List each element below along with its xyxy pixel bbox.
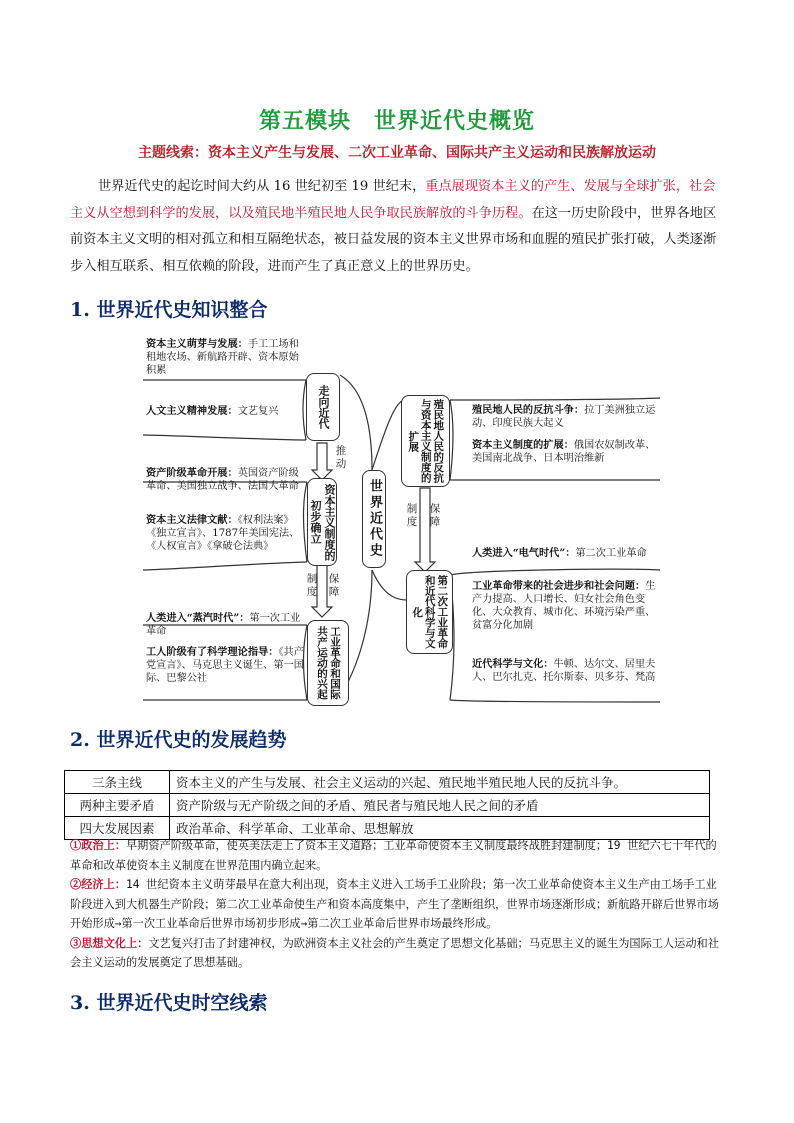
- table-row: [65, 771, 710, 794]
- leaf-steam-age: [146, 612, 306, 638]
- leaf-head: 人类进入“蒸汽时代”：: [146, 612, 250, 624]
- leaf-body: 拉丁美洲独立运动、印度民族大起义: [472, 405, 656, 429]
- leaf-head: 近代科学与文化：: [472, 658, 554, 670]
- leaf-body: 文艺复兴: [237, 406, 279, 417]
- note-lead: ①政治上：: [70, 839, 126, 852]
- leaf-capitalism-expansion: [472, 439, 660, 465]
- page-title: 第五模块 世界近代史概览: [258, 108, 535, 134]
- leaf-body: 俄国农奴制改革、美国南北战争、日本明治维新: [472, 440, 656, 464]
- leaf-body: 英国资产阶级革命、美国独立战争、法国大革命: [146, 468, 299, 492]
- node-capitalism-established: [307, 478, 337, 566]
- leaf-body: 《权利法案》《独立宣言》、1787年美国宪法、《人权宣言》《拿破仑法典》: [146, 515, 300, 552]
- link-label-push: 推动: [335, 445, 347, 470]
- leaf-science-culture: [472, 658, 660, 684]
- note-lead: ②经济上：: [70, 878, 126, 891]
- section2-heading: 2. 世界近代史的发展趋势: [70, 729, 287, 751]
- table-key: 三条主线: [65, 771, 170, 794]
- node-center: [362, 470, 386, 568]
- leaf-head: 工人阶级有了科学理论指导：: [146, 646, 279, 658]
- table-value: 资产阶级与无产阶级之间的矛盾、殖民者与殖民地人民之间的矛盾: [170, 794, 710, 817]
- note-politics: [70, 836, 722, 875]
- intro-highlight: 重点展现资本主义的产生、发展与全球扩张，社会主义从空想到科学的发展，以及殖民地半殖民地人民争取民族解放的斗争历程。: [70, 179, 716, 221]
- node-center-label: 世界近代史: [367, 479, 382, 559]
- leaf-head: 资本主义法律文献：: [146, 514, 238, 526]
- link-label-system-1: 制度: [306, 573, 318, 598]
- leaf-capitalism-sprouts: [146, 338, 306, 377]
- trends-table: [64, 770, 710, 840]
- trend-notes: [70, 836, 722, 973]
- node-industrial-communist-label: 工业革命和国际共产运动的兴起: [316, 626, 341, 700]
- leaf-head: 人类进入“电气时代”：: [472, 547, 576, 559]
- node-second-industrial-label: 第二次工业革命和近代科学与文化: [411, 575, 449, 649]
- table-value: 资本主义的产生与发展、社会主义运动的兴起、殖民地半殖民地人民的反抗斗争。: [170, 771, 710, 794]
- table-value: 政治革命、科学革命、工业革命、思想解放: [170, 817, 710, 840]
- section1-heading: 1. 世界近代史知识整合: [70, 299, 268, 321]
- leaf-bourgeois-revolutions: [146, 467, 306, 493]
- note-text: 文艺复兴打击了封建神权，为欧洲资本主义社会的产生奠定了思想文化基础；马克思主义的诞生为国际工人运动和社会主义运动的发展奠定了思想基础。: [70, 936, 719, 969]
- node-capitalism-established-label: 资本主义制度的初步确立: [309, 483, 336, 561]
- leaf-head: 资产阶级革命开展：: [146, 467, 238, 479]
- leaf-head: 人文主义精神发展：: [146, 405, 238, 417]
- note-text: 14 世纪资本主义萌芽最早在意大利出现，资本主义进入工场手工业阶段；第一次工业革命使资本主义生产由工场手工业阶段进入到大机器生产阶段；第二次工业革命使生产和资本高度集中，产生了垄断组织，世界市场逐渐形成；新航路开辟后世界市场开始形成→第一次工业革命后世界市场初步形成→第二次工业革命后世界市场最终形成。: [70, 878, 719, 930]
- leaf-body: 手工工场和租地农场、新航路开辟、资本原始积累: [146, 339, 299, 376]
- link-label-guarantee-1: 保障: [328, 573, 340, 598]
- note-economy: [70, 875, 722, 934]
- node-second-industrial: [406, 570, 453, 654]
- leaf-body: 第二次工业革命: [575, 548, 647, 559]
- leaf-head: 资本主义制度的扩展：: [472, 439, 574, 451]
- leaf-body: 牛顿、达尔文、居里夫人、巴尔扎克、托尔斯泰、贝多芬、梵高: [472, 659, 656, 683]
- node-toward-modern: [306, 373, 340, 441]
- leaf-head: 殖民地人民的反抗斗争：: [472, 404, 585, 416]
- leaf-humanism: [146, 405, 296, 418]
- link-label-guarantee-2: 保障: [429, 503, 441, 528]
- leaf-workers-theory: [146, 646, 306, 685]
- node-colonial-resistance-label: 殖民地人民的反抗与资本主义制度的扩展: [407, 399, 445, 483]
- note-lead: ③思想文化上：: [70, 936, 149, 950]
- table-key: 四大发展因素: [65, 817, 170, 840]
- section3-heading: 3. 世界近代史时空线索: [70, 992, 268, 1014]
- intro-part1: 世界近代史的起讫时间大约从 16 世纪初至 19 世纪末，: [98, 179, 426, 194]
- leaf-body: 生产力提高、人口增长、妇女社会角色变化、大众教育、城市化、环境污染严重、贫富分化加剧: [472, 581, 656, 631]
- intro-part3: 在这一历史阶段中，世界各地区前资本主义文明的相对孤立和相互隔绝状态，被日益发展的资本主义世界市场和血腥的殖民扩张打破，人类逐渐步入相互联系、相互依赖的阶段，进而产生了真正意义上的世界历史。: [70, 205, 717, 274]
- leaf-body: 第一次工业革命: [146, 613, 301, 637]
- page-subtitle: 主题线索：资本主义产生与发展、二次工业革命、国际共产主义运动和民族解放运动: [138, 145, 656, 161]
- leaf-head: 工业革命带来的社会进步和社会问题：: [472, 580, 646, 592]
- leaf-electric-age: [472, 547, 660, 560]
- leaf-head: 资本主义萌芽与发展：: [146, 338, 248, 350]
- node-colonial-resistance: [401, 395, 450, 487]
- note-culture: [70, 934, 722, 973]
- node-toward-modern-label: 走向近代: [317, 385, 330, 429]
- table-row: [65, 794, 710, 817]
- node-industrial-communist: [307, 620, 349, 706]
- link-label-system-2: 制度: [406, 503, 418, 528]
- note-text: 早期资产阶级革命，使英美法走上了资本主义道路；工业革命使资本主义制度最终战胜封建制度；19 世纪六七十年代的革命和改革使资本主义制度在世界范围内确立起来。: [70, 839, 717, 872]
- leaf-social-progress: [472, 580, 660, 632]
- leaf-body: 《共产党宣言》、马克思主义诞生、第一国际、巴黎公社: [146, 647, 304, 684]
- leaf-legal-documents: [146, 514, 306, 553]
- table-key: 两种主要矛盾: [65, 794, 170, 817]
- leaf-colonial-struggle: [472, 404, 660, 430]
